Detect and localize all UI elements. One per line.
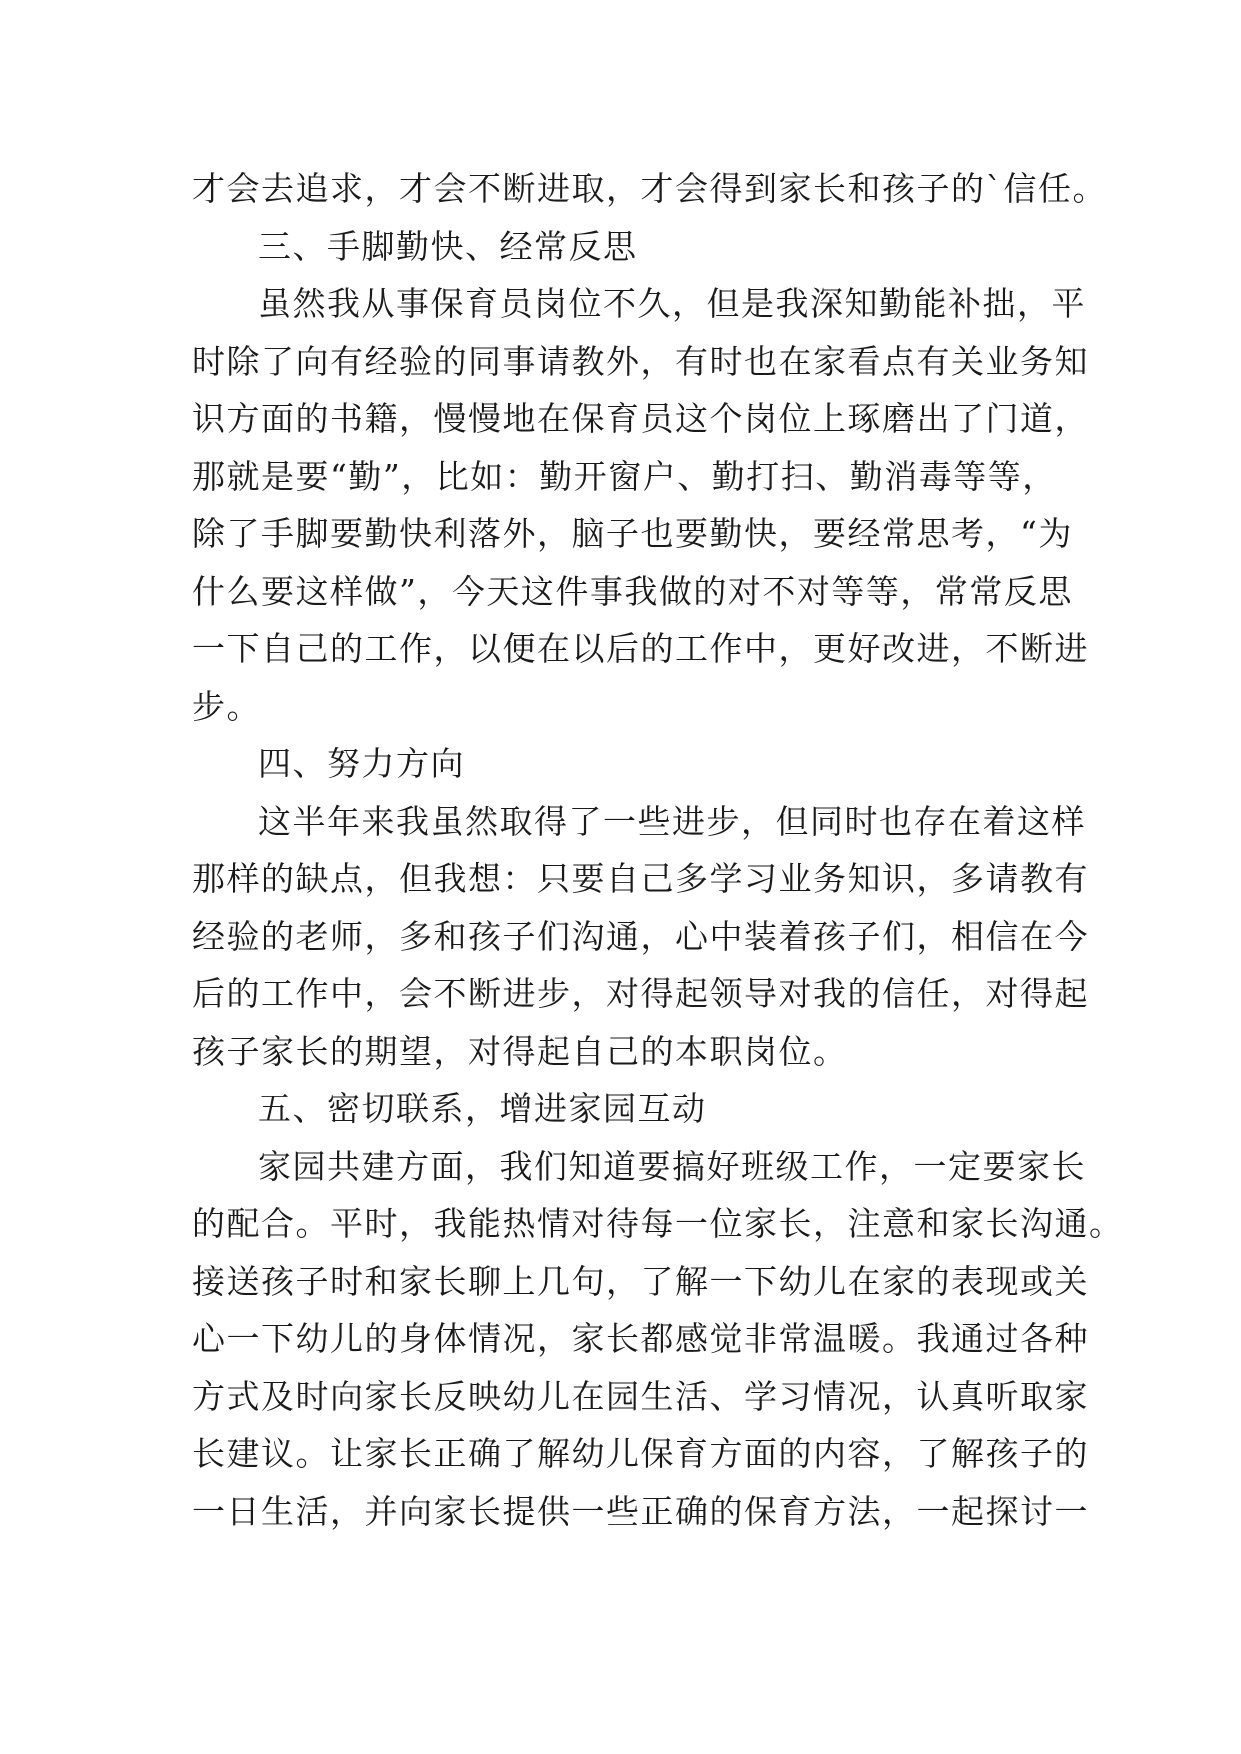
paragraph-start-line: 家园共建方面，我们知道要搞好班级工作，一定要家长 [258,1146,1086,1186]
text-line: 长建议。让家长正确了解幼儿保育方面的内容，了解孩子的 [192,1434,1089,1473]
text-line: 孩子家长的期望，对得起自己的本职岗位。 [192,1031,848,1071]
paragraph-start-line: 三、手脚勤快、经常反思 [258,226,638,266]
text-line: 一日生活，并向家长提供一些正确的保育方法，一起探讨一 [192,1491,1089,1531]
text-line: 接送孩子时和家长聊上几句，了解一下幼儿在家的表现或关 [192,1261,1089,1301]
text-line: 那就是要“勤”，比如：勤开窗户、勤打扫、勤消毒等等， [192,456,1057,496]
text-line: 后的工作中，会不断进步，对得起领导对我的信任，对得起 [192,974,1089,1013]
text-line: 识方面的书籍，慢慢地在保育员这个岗位上琢磨出了门道， [192,399,1089,438]
text-line: 时除了向有经验的同事请教外，有时也在家看点有关业务知 [192,341,1089,381]
paragraph-start-line: 四、努力方向 [258,744,465,783]
text-line: 除了手脚要勤快利落外，脑子也要勤快，要经常思考，“为 [192,514,1073,553]
text-line: 心一下幼儿的身体情况，家长都感觉非常温暖。我通过各种 [192,1319,1089,1358]
document-body [192,160,1124,1540]
text-line: 步。 [192,686,261,726]
paragraph-start-line: 这半年来我虽然取得了一些进步，但同时也存在着这样 [258,801,1086,841]
text-line: 经验的老师，多和孩子们沟通，心中装着孩子们，相信在今 [192,916,1089,956]
text-line: 的配合。平时，我能热情对待每一位家长，注意和家长沟通。 [192,1204,1124,1243]
text-line: 才会去追求，才会不断进取，才会得到家长和孩子的`信任。 [192,169,1107,208]
text-line: 方式及时向家长反映幼儿在园生活、学习情况，认真听取家 [192,1376,1089,1416]
text-line: 什么要这样做”，今天这件事我做的对不对等等，常常反思 [192,571,1073,611]
paragraph-start-line: 虽然我从事保育员岗位不久，但是我深知勤能补拙，平 [258,284,1086,323]
text-line: 那样的缺点，但我想：只要自己多学习业务知识，多请教有 [192,859,1089,898]
paragraph-start-line: 五、密切联系，增进家园互动 [258,1089,707,1128]
text-line: 一下自己的工作，以便在以后的工作中，更好改进，不断进 [192,629,1089,668]
